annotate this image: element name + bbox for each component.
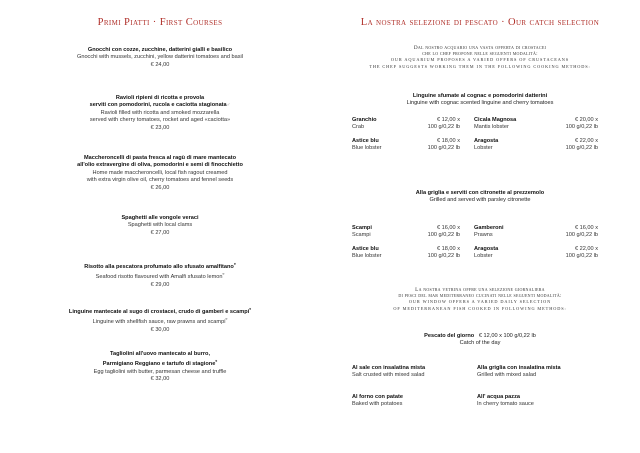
crustacean-price-grid-1 — [352, 117, 622, 159]
allergen-marker: ¤ — [215, 359, 218, 364]
method-acqua-pazza: All' acqua pazza In cherry tomato sauce — [477, 394, 534, 408]
catch-of-the-day: Pescato del giorno € 12,00 x 100 g/0,22 lb Catch of the day — [424, 333, 536, 347]
dish-gnocchi: Gnocchi con cozze, zucchine, datterini gialli e basilico Gnocchi with mussels, zucchini, yellow datterini tomatoes and basil € 24,00 — [76, 47, 244, 68]
allergen-marker: ¤ — [233, 262, 236, 266]
price-row: Astice blu Blue lobster € 18,00 x 100 g/0,22 lb Aragosta Lobster € 22,00 x 100 g/0,22 lb — [352, 138, 598, 152]
dish-risotto: Risotto alla pescatora profumato allo sfusato amalfitano¤ Seafood risotto flavoured with Amalfi sfusato lemon¤ € 29,00 — [84, 262, 236, 288]
first-courses-heading: Primi Piatti · First Courses — [97, 17, 223, 28]
method-grilled: Alla griglia con insalatina mista Grilled with mixed salad — [477, 365, 561, 379]
allergen-marker: ¤ — [222, 272, 225, 277]
price-row: Scampi Scampi € 16,00 x 100 g/0,22 lb Gamberoni Prawns € 16,00 x 100 g/0,22 lb — [352, 225, 598, 239]
allergen-marker: ¤ — [249, 307, 252, 311]
allergen-marker: ¤ — [225, 317, 228, 322]
dish-linguine: Linguine mantecate al sugo di crostacei, crudo di gamberi e scampi¤ Linguine with shellfish sauce, raw prawns and scampi¤ € 30,00 — [68, 307, 252, 333]
linguine-method: Linguine sfumate al cognac e pomodorini datterini Linguine with cognac scented linguine and cherry tomatoes — [406, 93, 554, 107]
price-row: Granchio Crab € 12,00 x 100 g/0,22 lb Cicala Magnosa Mantis lobster € 20,00 x 100 g/0,22 lb — [352, 117, 598, 131]
dish-tagliolini: Tagliolini all'uovo mantecato al burro, Parmigiano Reggiano e tartufo di stagione¤ Egg tagliolini with butter, parmesan cheese and truffle € 32,00 — [93, 351, 227, 383]
method-baked: Al forno con patate Baked with potatoes — [352, 394, 403, 408]
crustacean-price-grid-2 — [352, 225, 622, 267]
dish-maccheroncelli: Maccheroncelli di pasta fresca al ragù di mare mantecato all'olio extravergine di oliva, pomodorini e semi di finocchietto Home made maccheroncelli, local fish ragout creamed with extra virgin olive oil, cherry tomatoes and fennel seeds € 26,00 — [77, 155, 243, 191]
aquarium-intro: Dal nostro acquario una vasta offerta di crostacei che lo chef propone nelle seguenti modalità: OUR AQUARIUM PROPOSES A VARIED OFFERS OF CRUSTACEANS THE CHEF SUGGESTS WORKING THEM IN THE FOLLOWING COOKING METHODS: — [369, 45, 591, 69]
window-intro: La nostra vetrina offre una selezione giornaliera di pesci del mar mediterraneo cucinati nelle seguenti modalità: OUR WINDOW OFFERS A VARIED DAILY SELECTION OF MEDITERRANEAN FISH COOKED IN FOLLOWING METHODS: — [393, 287, 567, 311]
vegetarian-icon: ♂ — [226, 102, 231, 109]
method-salt: Al sale con insalatina mista Salt crusted with mixed salad — [352, 365, 426, 379]
grill-method: Alla griglia e serviti con citronette al prezzemolo Grilled and served with parsley citronette — [415, 190, 545, 204]
price-row: Astice blu Blue lobster € 18,00 x 100 g/0,22 lb Aragosta Lobster € 22,00 x 100 g/0,22 lb — [352, 246, 598, 260]
catch-selection-heading: La nostra selezione di pescato · Our catch selection — [360, 17, 600, 28]
dish-spaghetti: Spaghetti alle vongole veraci Spaghetti with local clams € 27,00 — [121, 215, 199, 236]
dish-ravioli: Ravioli ripieni di ricotta e provola serviti con pomodorini, rucola e caciotta stagionata♂ Ravioli filled with ricotta and smoked mozzarella served with cherry tomatoes, rocket and aged «caciotta» € 23,00 — [89, 95, 231, 131]
right-page — [320, 0, 640, 453]
